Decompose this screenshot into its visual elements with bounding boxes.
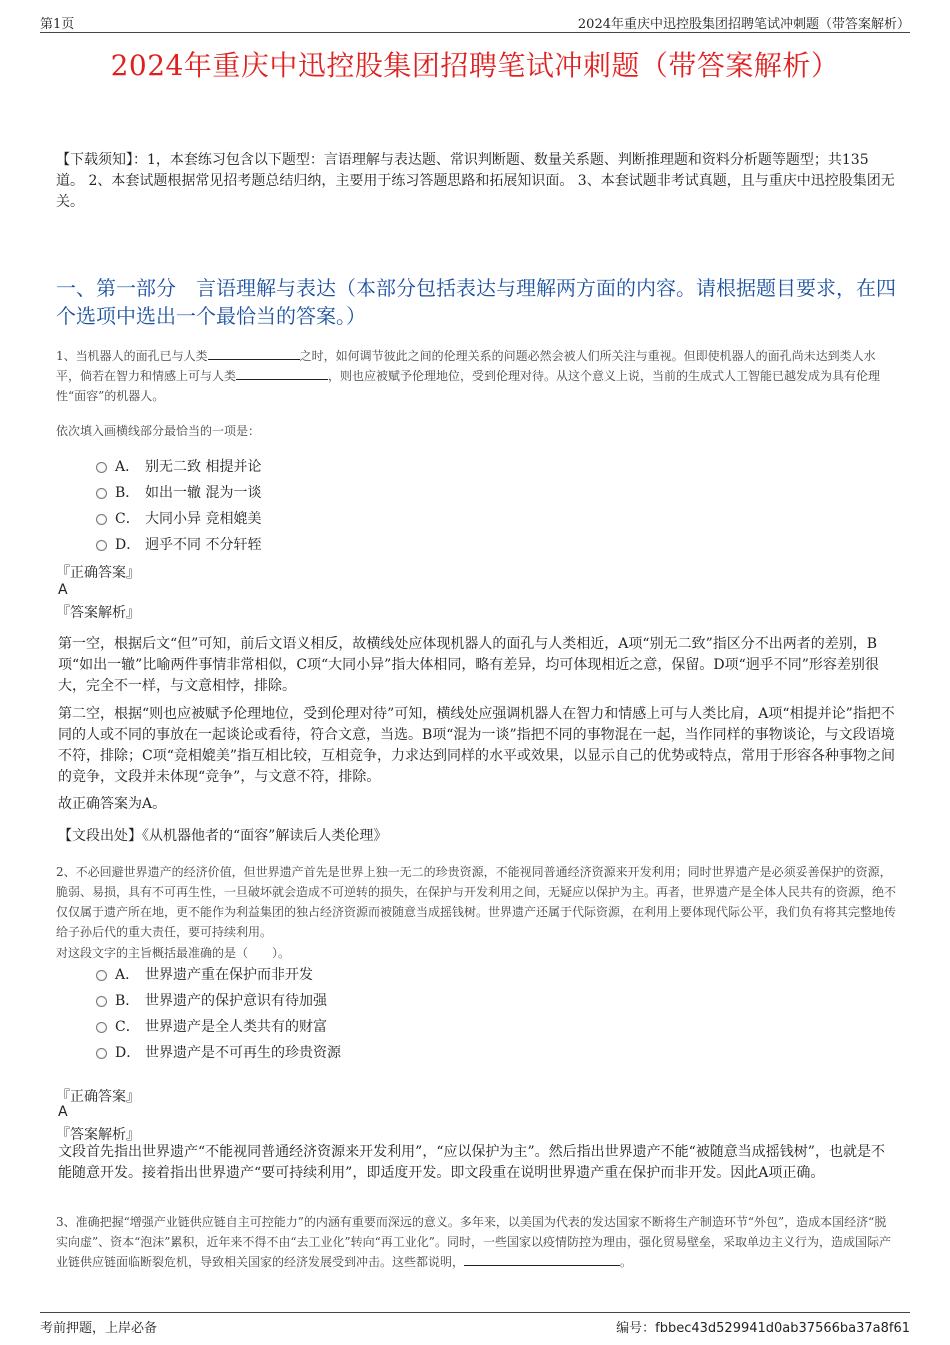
q2-option-b[interactable]: B． 世界遗产的保护意识有待加强: [96, 990, 327, 1012]
q2-option-a[interactable]: A． 世界遗产重在保护而非开发: [96, 964, 313, 986]
question-2-text: 2、不必回避世界遗产的经济价值，但世界遗产首先是世界上独一无二的珍贵资源，不能视同普通经济资源来开发利用；同时世界遗产是必须妥善保护的资源，脆弱、易损，具有不可再生性，一旦破坏就会造成不可逆转的损失，在保护与开发利用之间，无疑应以保护为主。再者，世界遗产是全体人民共有的资源，绝不仅仅属于遗产所在地，更不能作为利益集团的独占经济资源而被随意当成摇钱树。世界遗产还属于代际资源，在利用上要体现代际公平，我们负有将其完整地传给子孙后代的重大责任，要可持续利用。: [56, 865, 897, 939]
radio-icon[interactable]: [96, 1022, 107, 1033]
q1-option-a[interactable]: A． 别无二致 相提并论: [96, 456, 261, 478]
q1-analysis-para-2: 第二空，根据“则也应被赋予伦理地位，受到伦理对待”可知，横线处应强调机器人在智力和情感上可与人类比肩，A项“相提并论”指把不同的人或不同的事放在一起谈论或看待，符合文意，当选。B项“混为一谈”指把不同的事物混在一起，当作同样的事物谈论，与文段语境不符，排除；C项“竞相媲美”指互相比较，互相竞争，力求达到同样的水平或效果，以显示自己的优势或特点，常用于形容各种事物之间的竞争，文段并未体现“竞争”，与文意不符，排除。: [58, 706, 896, 785]
question-1-text: 1、当机器人的面孔已与人类 之时，如何调节彼此之间的伦理关系的问题必然会被人们所关注与重视。但即使机器人的面孔尚未达到类人水平，倘若在智力和情感上可与人类 ，则也应被赋予伦理地位，受到伦理对待。从这个意义上说，当前的生成式人工智能已越发成为具有伦理性“面容”的机器人。: [56, 346, 896, 406]
page-number: 第1页: [40, 17, 75, 32]
radio-icon[interactable]: [96, 488, 107, 499]
header-doc-title: 2024年重庆中迅控股集团招聘笔试冲刺题（带答案解析）: [577, 17, 910, 32]
question-1-prompt: 依次填入画横线部分最恰当的一项是：: [56, 424, 261, 438]
q2-answer: A: [58, 1104, 68, 1120]
radio-icon[interactable]: [96, 540, 107, 551]
radio-icon[interactable]: [96, 970, 107, 981]
q1-option-d[interactable]: D． 迥乎不同 不分轩轾: [96, 534, 261, 556]
page-footer: [40, 1312, 910, 1335]
question-2-prompt: 对这段文字的主旨概括最准确的是（ ）。: [56, 946, 291, 960]
q2-option-d[interactable]: D． 世界遗产是不可再生的珍贵资源: [96, 1042, 341, 1064]
radio-icon[interactable]: [96, 1048, 107, 1059]
q1-answer: A: [58, 582, 68, 598]
q2-option-c[interactable]: C． 世界遗产是全人类共有的财富: [96, 1016, 327, 1038]
fill-blank-1: [208, 346, 300, 360]
fill-blank-3: [464, 1252, 620, 1266]
page-header: [40, 10, 910, 33]
radio-icon[interactable]: [96, 462, 107, 473]
q1-option-c[interactable]: C． 大同小异 竞相媲美: [96, 508, 261, 530]
radio-icon[interactable]: [96, 996, 107, 1007]
page-title: 2024年重庆中迅控股集团招聘笔试冲刺题（带答案解析）: [110, 49, 840, 82]
q2-answer-label: 『正确答案』: [56, 1089, 140, 1105]
download-notice: 【下载须知】：1，本套练习包含以下题型：言语理解与表达题、常识判断题、数量关系题、判断推理题和资料分析题等题型；共135道。 2、本套试题根据常见招考题总结归纳，主要用于练习答题思路和拓展知识面。 3、本套试题非考试真题，且与重庆中迅控股集团无关。: [56, 152, 895, 210]
section-heading: 一、第一部分 言语理解与表达（本部分包括表达与理解两方面的内容。请根据题目要求，在四个选项中选出一个最恰当的答案。）: [56, 276, 896, 328]
q1-analysis-label: 『答案解析』: [56, 605, 140, 621]
question-3-text: 3、准确把握“增强产业链供应链自主可控能力”的内涵有重要而深远的意义。多年来，以美国为代表的发达国家不断将生产制造环节“外包”，造成本国经济“脱实向虚”、资本“泡沫”累积，近年来不得不由“去工业化”转向“再工业化”。同时，一些国家以疫情防控为理由，强化贸易壁垒，采取单边主义行为，造成国际产业链供应链面临断裂危机，导致相关国家的经济发展受到冲击。这些都说明， 。: [56, 1215, 891, 1269]
q1-analysis-para-1: 第一空，根据后文“但”可知，前后文语义相反，故横线处应体现机器人的面孔与人类相近，A项“别无二致”指区分不出两者的差别，B项“如出一辙”比喻两件事情非常相似，C项“大同小异”指大体相同，略有差异，均可体现相近之意，保留。D项“迥乎不同”形容差别很大，完全不一样，与文意相悖，排除。: [58, 636, 879, 694]
footer-slogan: 考前押题，上岸必备: [40, 1321, 158, 1336]
radio-icon[interactable]: [96, 514, 107, 525]
q2-analysis-label: 『答案解析』: [56, 1127, 140, 1143]
fill-blank-2: [236, 366, 328, 380]
q1-conclusion: 故正确答案为A。: [58, 796, 167, 812]
q1-source: 【文段出处】《从机器他者的“面容”解读后人类伦理》: [58, 828, 388, 844]
footer-code: 编号：fbbec43d529941d0ab37566ba37a8f61: [616, 1321, 910, 1336]
q2-analysis: 文段首先指出世界遗产“不能视同普通经济资源来开发利用”，“应以保护为主”。然后指出世界遗产不能“被随意当成摇钱树”，也就是不能随意开发。接着指出世界遗产“要可持续利用”，即适度开发。即文段重在说明世界遗产重在保护而非开发。因此A项正确。: [58, 1144, 885, 1181]
q1-option-b[interactable]: B． 如出一辙 混为一谈: [96, 482, 261, 504]
q1-answer-label: 『正确答案』: [56, 565, 140, 581]
